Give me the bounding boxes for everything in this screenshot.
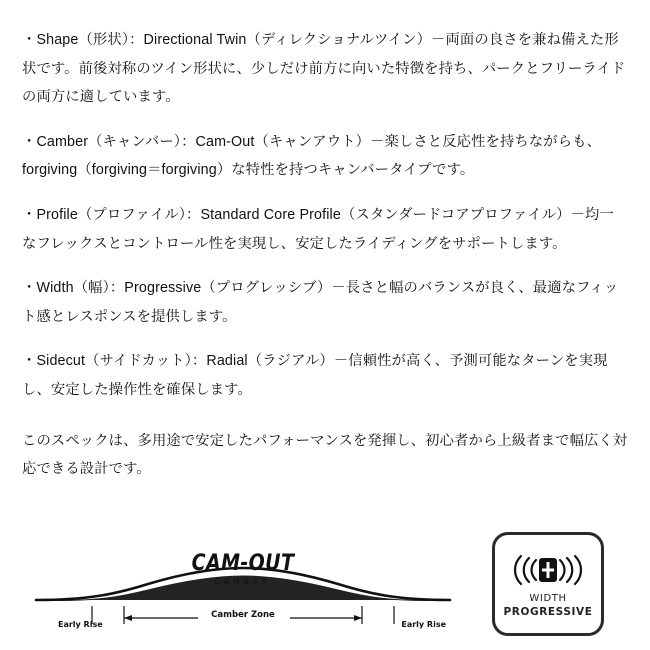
width-badge-text — [503, 593, 592, 619]
camber-logo — [158, 552, 328, 586]
width-arrows-icon — [505, 549, 591, 591]
label-camber-zone: Camber Zone — [211, 610, 275, 620]
width-badge-line2: PROGRESSIVE — [503, 605, 593, 618]
spec-item-width: ・Width（幅）：Progressive（プログレッシブ）－長さと幅のバランスが良く、最適なフィット感とレスポンスを提供します。 — [22, 280, 619, 325]
camber-logo-word: CAM-OUT — [191, 550, 295, 576]
width-badge-line1: WIDTH — [529, 593, 567, 605]
spec-item-profile: ・Profile（プロファイル）：Standard Core Profile（スタンダードコアプロファイル）－均一なフレックスとコントロール性を実現し、安定したライディングをサポートします。 — [22, 206, 614, 252]
spec-summary: このスペックは、多用途で安定したパフォーマンスを発揮し、初心者から上級者まで幅広く対応できる設計です。 — [22, 432, 628, 478]
width-progressive-badge — [492, 532, 604, 636]
camber-logo-sub: CAMBER — [214, 577, 272, 586]
camber-diagram — [28, 532, 458, 642]
graphics-row — [0, 516, 650, 650]
spec-item-shape: ・Shape（形状）：Directional Twin（ディレクショナルツイン）－両面の良さを兼ね備えた形状です。前後対称のツイン形状に、少しだけ前方に向いた特徴を持ち、パークとフリーライドの両方に適しています。 — [22, 32, 626, 106]
label-early-rise-right: Early Rise — [401, 620, 446, 629]
spec-list — [22, 26, 628, 405]
spec-item-sidecut: ・Sidecut（サイドカット）：Radial（ラジアル）－信頼性が高く、予測可能なターンを実現し、安定した操作性を確保します。 — [22, 353, 608, 398]
spec-item-camber: ・Camber（キャンバー）：Cam-Out（キャンアウト）－楽しさと反応性を持ちながらも、forgiving（forgiving＝forgiving）な特性を持つキャンバータイプです。 — [22, 133, 602, 179]
label-early-rise-left: Early Rise — [58, 620, 103, 629]
